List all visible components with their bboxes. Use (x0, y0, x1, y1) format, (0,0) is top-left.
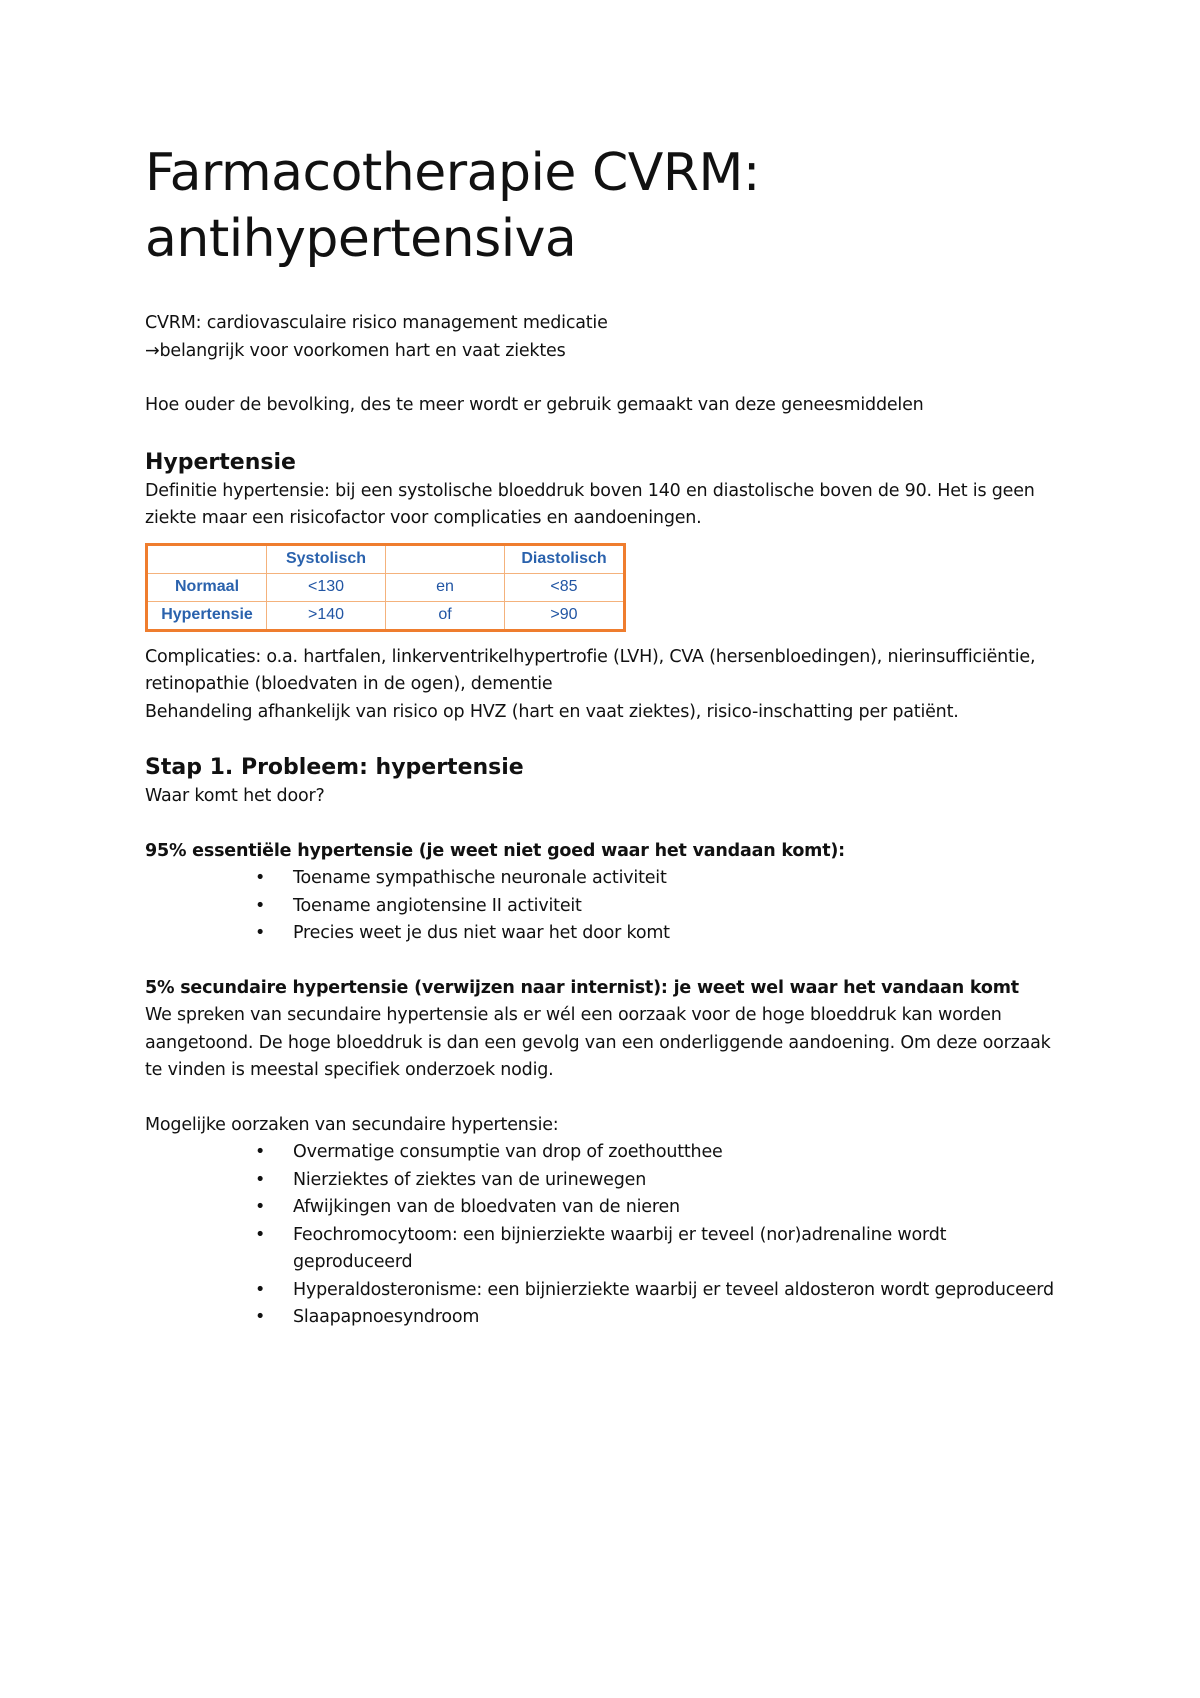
intro-line-2-text: belangrijk voor voorkomen hart en vaat ziektes (159, 340, 566, 361)
list-item-text: Feochromocytoom: een bijnierziekte waarbij er teveel (nor)adrenaline wordt geproduceerd (293, 1224, 947, 1272)
arrow-right-icon: → (145, 340, 160, 361)
table-cell: <130 (267, 573, 386, 601)
table-cell: of (386, 601, 505, 630)
list-item (255, 1304, 1065, 1332)
list-item (255, 865, 1065, 893)
table-cell: <85 (505, 573, 625, 601)
document-title (145, 140, 1065, 272)
list-item-text: Hyperaldosteronisme: een bijnierziekte waarbij er teveel aldosteron wordt geproduceerd (293, 1279, 1054, 1300)
table-header-cell (386, 544, 505, 573)
title-line-1: Farmacotherapie CVRM: (145, 143, 760, 203)
document-page (145, 140, 1065, 1332)
list-item (255, 1167, 1065, 1195)
list-item (255, 1194, 1065, 1222)
list-item-text: Slaapapnoesyndroom (293, 1307, 480, 1327)
bullet-icon: • (255, 1142, 266, 1162)
bullet-icon: • (255, 923, 266, 943)
table-header-row (147, 544, 625, 573)
table-header-cell: Systolisch (267, 544, 386, 573)
list-item (255, 1139, 1065, 1167)
essential-heading: 95% essentiële hypertensie (je weet niet goed waar het vandaan komt): (145, 840, 845, 861)
table-cell: >140 (267, 601, 386, 630)
table-cell: en (386, 573, 505, 601)
table-row (147, 573, 625, 601)
list-item-text: Precies weet je dus niet waar het door komt (293, 923, 670, 943)
bullet-icon: • (255, 895, 266, 916)
title-line-2: antihypertensiva (145, 209, 577, 269)
table-header-cell: Diastolisch (505, 544, 625, 573)
causes-heading: Mogelijke oorzaken van secundaire hypertensie: (145, 1114, 559, 1135)
intro-line-3: Hoe ouder de bevolking, des te meer wordt er gebruik gemaakt van deze geneesmiddelen (145, 395, 924, 415)
bullet-icon: • (255, 1169, 266, 1190)
list-item-text: Toename sympathische neuronale activiteit (293, 868, 667, 888)
list-item (255, 893, 1065, 921)
section-heading-hypertensie: Hypertensie (145, 449, 296, 475)
stap1-question: Waar komt het door? (145, 786, 325, 806)
list-item (255, 920, 1065, 948)
table-cell: >90 (505, 601, 625, 630)
blood-pressure-table (145, 543, 626, 632)
table-row (147, 601, 625, 630)
bullet-icon: • (255, 1224, 266, 1245)
bullet-icon: • (255, 868, 266, 888)
section-heading-stap1: Stap 1. Probleem: hypertensie (145, 755, 524, 780)
behandeling-text: Behandeling afhankelijk van risico op HVZ (hart en vaat ziektes), risico-inschatting per patiënt. (145, 701, 959, 722)
intro-line-2 (145, 338, 1065, 366)
intro-line-1: CVRM: cardiovasculaire risico management medicatie (145, 313, 608, 333)
list-item (255, 1277, 1065, 1305)
bullet-icon: • (255, 1197, 266, 1217)
list-item-text: Toename angiotensine II activiteit (293, 895, 582, 916)
table-row-label: Hypertensie (147, 601, 267, 630)
list-item-text: Nierziektes of ziektes van de urinewegen (293, 1169, 647, 1190)
causes-list (145, 1139, 1065, 1332)
table-row-label: Normaal (147, 573, 267, 601)
list-item-text: Afwijkingen van de bloedvaten van de nieren (293, 1197, 680, 1217)
list-item-text: Overmatige consumptie van drop of zoethoutthee (293, 1142, 723, 1162)
secondary-text: We spreken van secundaire hypertensie als er wél een oorzaak voor de hoge bloeddruk kan worden aangetoond. De hoge bloeddruk is dan een gevolg van een onderliggende aandoening. Om deze oorzaak te vinden is meestal specifiek onderzoek nodig. (145, 1005, 1051, 1080)
bullet-icon: • (255, 1279, 266, 1300)
table-header-cell (147, 544, 267, 573)
complicaties-text: Complicaties: o.a. hartfalen, linkerventrikelhypertrofie (LVH), CVA (hersenbloedingen), nierinsufficiëntie, retinopathie (bloedvaten in de ogen), dementie (145, 646, 1036, 694)
secondary-heading: 5% secundaire hypertensie (verwijzen naar internist): je weet wel waar het vandaan komt (145, 977, 1019, 998)
list-item (255, 1222, 1065, 1277)
definition-text: Definitie hypertensie: bij een systolische bloeddruk boven 140 en diastolische boven de 90. Het is geen ziekte maar een risicofactor voor complicaties en aandoeningen. (145, 480, 1035, 528)
essential-list (145, 865, 1065, 948)
bullet-icon: • (255, 1307, 266, 1327)
